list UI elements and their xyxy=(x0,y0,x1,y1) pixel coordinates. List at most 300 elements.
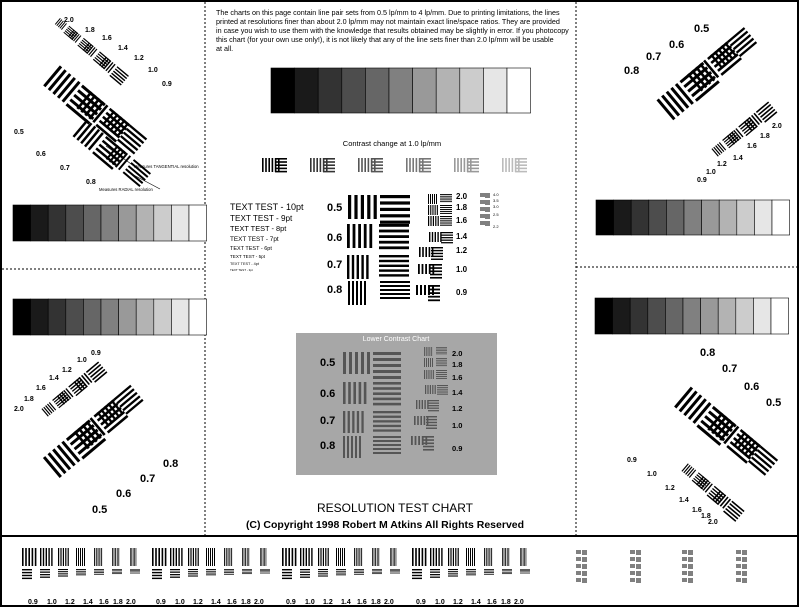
line-bar xyxy=(300,548,301,566)
line-bar xyxy=(152,572,162,573)
line-bar xyxy=(214,548,215,566)
line-bar xyxy=(636,560,641,561)
line-bar xyxy=(412,575,422,576)
line-bar xyxy=(112,569,122,570)
line-bar xyxy=(484,572,494,573)
line-bar xyxy=(577,571,578,575)
line-bar xyxy=(502,572,512,573)
line-bar xyxy=(40,572,50,573)
line-bar xyxy=(453,548,454,566)
line-bar xyxy=(577,550,578,554)
line-bar xyxy=(742,552,747,553)
tl-bottom-label: 0.7 xyxy=(60,165,70,172)
line-bar xyxy=(440,199,452,200)
line-bar xyxy=(361,352,364,374)
line-bar xyxy=(579,578,580,582)
line-bar xyxy=(359,436,361,458)
main-right-label: 1.0 xyxy=(456,265,468,274)
line-bar xyxy=(454,158,456,172)
line-bar xyxy=(303,548,304,566)
line-bar xyxy=(360,281,362,305)
line-bar xyxy=(483,214,484,218)
line-bar xyxy=(323,171,335,173)
line-bar xyxy=(579,571,580,575)
line-bar xyxy=(486,548,487,566)
grayscale-wedge xyxy=(13,299,207,335)
line-bar xyxy=(502,158,504,172)
strip-label: 2.0 xyxy=(514,599,524,606)
line-bar xyxy=(354,195,357,219)
line-bar xyxy=(428,400,439,401)
strip-label: 1.2 xyxy=(193,599,203,606)
line-bar xyxy=(485,193,490,194)
line-bar xyxy=(76,569,86,570)
line-bar xyxy=(742,575,747,576)
line-bar xyxy=(380,195,410,198)
line-bar xyxy=(351,436,353,458)
line-bar xyxy=(390,573,400,574)
line-bar xyxy=(419,161,431,163)
wedge-step xyxy=(31,299,49,335)
bl-top-label: 0.9 xyxy=(91,350,101,357)
line-bar xyxy=(412,158,414,172)
line-bar xyxy=(371,161,383,163)
wedge-step xyxy=(13,299,31,335)
line-bar xyxy=(379,255,409,257)
line-bar xyxy=(742,580,747,581)
wedge-step xyxy=(13,205,31,241)
lower-right-label: 1.0 xyxy=(452,421,463,430)
line-bar xyxy=(684,564,685,568)
line-bar xyxy=(22,572,32,573)
line-bar xyxy=(736,571,737,575)
line-bar xyxy=(437,232,438,242)
line-bar xyxy=(636,558,641,559)
line-bar xyxy=(424,347,425,356)
lower-left-label: 0.6 xyxy=(320,388,336,400)
line-bar xyxy=(485,209,490,210)
line-bar xyxy=(436,360,447,361)
line-bar xyxy=(430,270,442,272)
line-bar xyxy=(418,264,420,274)
line-bar xyxy=(268,158,270,172)
line-bar xyxy=(364,224,367,248)
line-bar xyxy=(485,196,490,197)
line-bar xyxy=(688,580,693,581)
tangential-label: Measures TANGENTIAL resolution xyxy=(134,164,199,169)
line-bar xyxy=(372,569,382,570)
line-bar xyxy=(737,564,738,568)
line-bar xyxy=(419,158,431,160)
line-bar xyxy=(424,370,425,379)
line-bar xyxy=(206,573,216,574)
line-bar xyxy=(472,548,473,566)
line-bar xyxy=(740,557,741,561)
line-bar xyxy=(80,548,81,566)
line-bar xyxy=(688,554,693,555)
line-bar xyxy=(738,550,739,554)
wedge-step xyxy=(154,205,172,241)
copyright: (C) Copyright 1998 Robert M Atkins All Rights Reserved xyxy=(245,519,525,531)
line-bar xyxy=(371,158,383,160)
line-bar xyxy=(485,224,490,225)
line-bar xyxy=(466,574,476,575)
line-bar xyxy=(683,550,684,554)
line-bar xyxy=(502,573,512,574)
line-bar xyxy=(247,548,248,566)
strip-label: 2.0 xyxy=(126,599,136,606)
line-bar xyxy=(742,572,747,573)
line-bar xyxy=(364,382,367,404)
line-bar xyxy=(133,548,134,566)
line-bar xyxy=(424,416,426,425)
line-bar xyxy=(40,548,41,566)
line-bar xyxy=(380,293,410,295)
line-bar xyxy=(428,216,429,226)
line-bar xyxy=(152,569,162,570)
line-bar xyxy=(436,194,437,204)
line-bar xyxy=(636,553,641,554)
line-bar xyxy=(440,209,452,210)
line-bar xyxy=(373,352,401,355)
line-bar xyxy=(425,247,427,257)
wedge-step xyxy=(737,200,755,235)
main-left-label: 0.5 xyxy=(327,202,343,214)
line-bar xyxy=(371,171,383,173)
line-bar xyxy=(441,232,453,233)
line-bar xyxy=(378,548,379,566)
line-bar xyxy=(373,411,401,413)
wedge-step xyxy=(389,68,413,113)
line-bar xyxy=(428,205,429,215)
line-bar xyxy=(380,201,410,204)
line-bar xyxy=(130,573,140,574)
line-bar xyxy=(742,579,747,580)
line-bar xyxy=(206,569,216,570)
tr-bottom-label: 0.9 xyxy=(697,177,707,184)
line-bar xyxy=(576,571,577,575)
line-bar xyxy=(582,578,587,579)
line-bar xyxy=(467,158,479,160)
line-bar xyxy=(28,548,30,566)
line-bar xyxy=(432,385,433,394)
line-bar xyxy=(441,235,453,236)
line-bar xyxy=(688,571,693,572)
line-bar xyxy=(380,289,410,291)
tr-bottom-label: 1.4 xyxy=(733,155,743,162)
lower-left-label: 0.7 xyxy=(320,415,336,427)
line-bar xyxy=(416,285,418,295)
line-bar xyxy=(436,378,447,379)
tl-top-label: 2.0 xyxy=(64,17,74,24)
line-bar xyxy=(414,416,416,425)
strip-label: 1.0 xyxy=(175,599,185,606)
line-bar xyxy=(272,158,274,172)
line-bar xyxy=(460,158,462,172)
line-bar xyxy=(630,557,631,561)
line-bar xyxy=(94,572,104,573)
line-bar xyxy=(423,449,434,451)
line-bar xyxy=(40,569,50,570)
strip-label: 1.6 xyxy=(357,599,367,606)
line-bar xyxy=(361,411,363,433)
line-bar xyxy=(430,577,440,578)
wedge-step xyxy=(83,299,101,335)
line-bar xyxy=(580,557,581,561)
line-bar xyxy=(261,548,262,566)
line-bar xyxy=(364,281,366,305)
wedge-step xyxy=(189,205,207,241)
line-bar xyxy=(688,568,693,569)
line-bar xyxy=(688,553,693,554)
line-bar xyxy=(482,200,483,204)
line-bar xyxy=(352,255,354,279)
line-bar xyxy=(582,582,587,583)
line-bar xyxy=(206,571,216,572)
line-bar xyxy=(437,387,448,388)
line-bar xyxy=(426,347,427,356)
line-bar xyxy=(688,567,693,568)
line-bar xyxy=(152,548,154,566)
line-bar xyxy=(742,558,747,559)
strip-label: 1.6 xyxy=(487,599,497,606)
line-bar xyxy=(577,564,578,568)
line-bar xyxy=(379,241,409,244)
line-bar xyxy=(94,574,104,575)
line-bar xyxy=(520,572,530,573)
line-bar xyxy=(373,448,401,450)
line-bar xyxy=(266,548,267,566)
line-bar xyxy=(275,158,287,160)
line-bar xyxy=(480,193,481,197)
line-bar xyxy=(415,548,417,566)
line-bar xyxy=(419,171,431,173)
line-bar xyxy=(435,205,436,215)
line-bar xyxy=(485,215,490,216)
line-bar xyxy=(432,194,433,204)
line-bar xyxy=(430,264,442,266)
line-bar xyxy=(688,560,693,561)
line-bar xyxy=(428,370,429,379)
line-bar xyxy=(578,550,579,554)
line-bar xyxy=(379,235,409,238)
line-bar xyxy=(373,392,401,395)
line-bar xyxy=(374,548,375,566)
wedge-step xyxy=(119,205,137,241)
line-bar xyxy=(515,171,527,173)
line-bar xyxy=(412,578,422,579)
line-bar xyxy=(425,548,427,566)
lower-right-label: 1.4 xyxy=(452,388,463,397)
line-bar xyxy=(742,561,747,562)
lower-right-label: 0.9 xyxy=(452,444,463,453)
line-bar xyxy=(636,580,641,581)
line-bar xyxy=(358,158,360,172)
line-bar xyxy=(688,573,693,574)
line-bar xyxy=(582,561,587,562)
fine-label: 3.0 xyxy=(493,204,499,209)
line-bar xyxy=(636,565,641,566)
line-bar xyxy=(742,557,747,558)
line-bar xyxy=(636,561,641,562)
header-line-3: in case you wish to use them with the knowledge that results obtained may be slightly in error. If you photocopy xyxy=(216,26,569,35)
line-bar xyxy=(636,554,641,555)
line-bar xyxy=(470,548,471,566)
wedge-step xyxy=(271,68,295,113)
text-test-6pt: TEXT TEST - 6pt xyxy=(230,246,272,252)
line-bar xyxy=(457,158,459,172)
line-bar xyxy=(736,578,737,582)
wedge-step xyxy=(614,200,632,235)
header-line-4: this chart (for your own use only!), it is not likely that any of the line sets finer than 2.0 lp/mm will be usable xyxy=(216,35,554,44)
tr-bottom-label: 1.2 xyxy=(717,161,727,168)
strip-label: 1.4 xyxy=(211,599,221,606)
line-bar xyxy=(22,575,32,576)
line-bar xyxy=(340,548,341,566)
line-bar xyxy=(526,548,527,566)
line-bar xyxy=(379,269,409,271)
wedge-step xyxy=(719,200,737,235)
line-bar xyxy=(343,352,346,374)
line-bar xyxy=(484,569,494,570)
wedge-step xyxy=(649,200,667,235)
line-bar xyxy=(437,394,448,395)
lower-right-label: 1.2 xyxy=(452,404,463,413)
wedge-step xyxy=(665,298,683,334)
line-bar xyxy=(685,578,686,582)
tl-top-label: 1.0 xyxy=(148,67,158,74)
line-bar xyxy=(485,204,490,205)
line-bar xyxy=(485,225,490,226)
line-bar xyxy=(422,400,423,409)
line-bar xyxy=(118,548,119,566)
line-bar xyxy=(112,548,113,566)
wedge-step xyxy=(154,299,172,335)
line-bar xyxy=(688,552,693,553)
line-bar xyxy=(742,550,747,551)
line-bar xyxy=(390,572,400,573)
tr-bottom-label: 1.0 xyxy=(706,169,716,176)
line-bar xyxy=(114,548,115,566)
line-bar xyxy=(633,578,634,582)
line-bar xyxy=(740,564,741,568)
main-right-label: 1.6 xyxy=(456,216,468,225)
line-bar xyxy=(582,552,587,553)
line-bar xyxy=(423,442,434,444)
bl-top-label: 1.8 xyxy=(24,396,34,403)
line-bar xyxy=(467,161,479,163)
line-bar xyxy=(412,572,422,573)
strip-label: 1.6 xyxy=(99,599,109,606)
line-bar xyxy=(416,400,417,409)
line-bar xyxy=(636,550,641,551)
line-bar xyxy=(636,571,641,572)
line-bar xyxy=(372,570,382,571)
line-bar xyxy=(264,548,265,566)
line-bar xyxy=(468,548,469,566)
tr-bottom-label: 1.8 xyxy=(760,133,770,140)
line-bar xyxy=(348,382,351,404)
line-bar xyxy=(260,573,270,574)
line-bar xyxy=(576,550,577,554)
line-bar xyxy=(323,548,324,566)
line-bar xyxy=(485,211,490,212)
line-bar xyxy=(374,195,377,219)
line-bar xyxy=(484,200,485,204)
line-bar xyxy=(98,548,99,566)
wedge-step xyxy=(595,298,613,334)
line-bar xyxy=(685,571,686,575)
line-bar xyxy=(373,358,401,361)
line-bar xyxy=(40,574,50,575)
strip-label: 1.0 xyxy=(47,599,57,606)
line-bar xyxy=(502,548,503,566)
line-bar xyxy=(636,578,641,579)
line-bar xyxy=(76,573,86,574)
line-bar xyxy=(505,548,506,566)
line-bar xyxy=(391,548,392,566)
line-bar xyxy=(582,565,587,566)
line-bar xyxy=(428,358,429,367)
line-bar xyxy=(430,216,431,226)
line-bar xyxy=(482,221,483,225)
line-bar xyxy=(491,548,492,566)
wedge-step xyxy=(136,299,154,335)
line-bar xyxy=(436,372,447,373)
line-bar xyxy=(206,548,207,566)
line-bar xyxy=(428,405,439,406)
wedge-step xyxy=(119,299,137,335)
line-bar xyxy=(426,358,427,367)
line-bar xyxy=(688,566,693,567)
line-bar xyxy=(438,216,439,226)
tr-top-label: 0.7 xyxy=(646,51,662,63)
line-bar xyxy=(58,573,68,574)
line-bar xyxy=(484,214,485,218)
line-bar xyxy=(430,385,431,394)
line-bar xyxy=(630,578,631,582)
wedge-step xyxy=(365,68,389,113)
line-bar xyxy=(484,193,485,197)
line-bar xyxy=(275,161,287,163)
line-bar xyxy=(685,550,686,554)
line-bar xyxy=(688,572,693,573)
line-bar xyxy=(300,574,310,575)
line-bar xyxy=(466,571,476,572)
line-bar xyxy=(377,548,378,566)
line-bar xyxy=(636,581,641,582)
line-bar xyxy=(436,548,437,566)
line-bar xyxy=(436,363,447,364)
line-bar xyxy=(231,548,232,566)
line-bar xyxy=(112,570,122,571)
wedge-step xyxy=(483,68,507,113)
line-bar xyxy=(423,436,434,438)
line-bar xyxy=(684,550,685,554)
line-bar xyxy=(228,548,229,566)
line-bar xyxy=(481,200,482,204)
strip-label: 1.0 xyxy=(435,599,445,606)
line-bar xyxy=(440,211,452,212)
line-bar xyxy=(170,572,180,573)
strip-label: 1.2 xyxy=(453,599,463,606)
line-bar xyxy=(682,550,683,554)
line-bar xyxy=(466,569,476,570)
bl-top-label: 2.0 xyxy=(14,406,24,413)
line-bar xyxy=(130,570,140,571)
line-bar xyxy=(356,548,357,566)
line-bar xyxy=(354,572,364,573)
